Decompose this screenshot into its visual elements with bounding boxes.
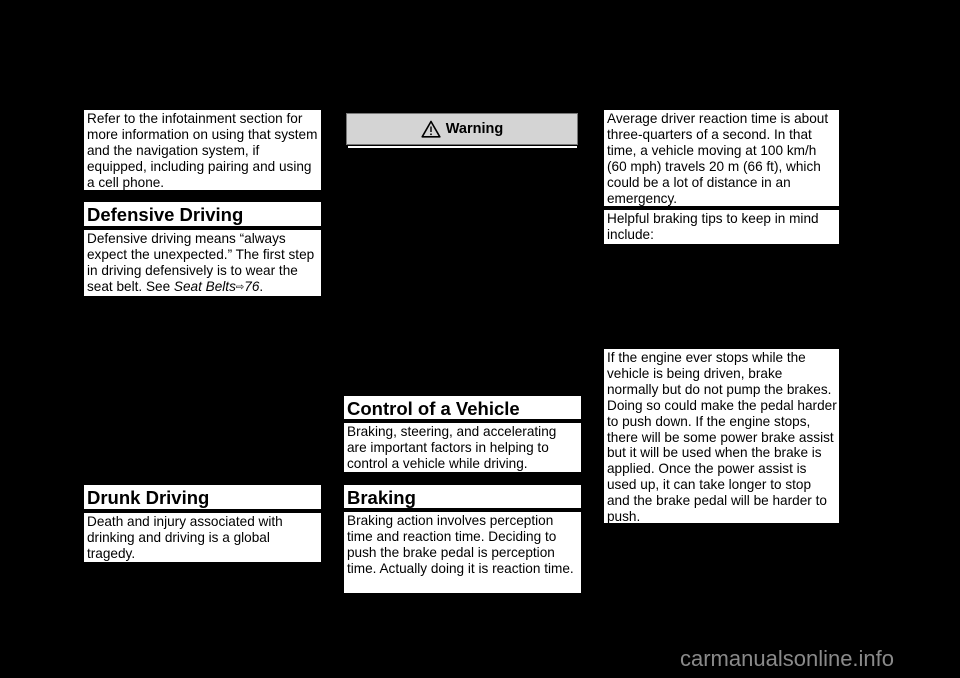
control-of-vehicle-text: Braking, steering, and accelerating are important factors in helping to control a vehicle while driving. — [347, 424, 557, 471]
braking-title: Braking — [347, 487, 416, 508]
defensive-text: Defensive driving means “always expect the unexpected.” The first step in driving defensively is to wear the seat belt. See — [87, 231, 315, 294]
warning-divider — [348, 146, 577, 148]
drunk-driving-text: Death and injury associated with drinking and driving is a global tragedy. — [87, 514, 283, 561]
control-of-vehicle-heading — [344, 396, 581, 419]
page-ref-arrow-icon: ⇨ — [235, 281, 245, 293]
infotainment-text: Refer to the infotainment section for more information on using that system and the navigation system, if equipped, including pairing and using a cell phone. — [87, 111, 318, 190]
defensive-driving-title: Defensive Driving — [87, 204, 244, 225]
reaction-time-text: Average driver reaction time is about three-quarters of a second. In that time, a vehicle moving at 100 km/h (60 mph) travels 20 m (66 ft), which could be a lot of distance in an emergency. — [607, 111, 829, 206]
control-of-vehicle-paragraph — [344, 423, 581, 472]
braking-text: Braking action involves perception time and reaction time. Deciding to push the brake pedal is perception time. Actually doing it is reaction time. — [347, 513, 574, 576]
braking-tips-paragraph — [604, 210, 839, 244]
drunk-driving-paragraph — [84, 513, 321, 562]
watermark: carmanualsonline.info — [680, 646, 895, 671]
infotainment-paragraph — [84, 110, 321, 190]
drunk-driving-title: Drunk Driving — [87, 487, 210, 508]
drunk-driving-heading — [84, 485, 321, 509]
period: . — [259, 278, 264, 294]
braking-heading — [344, 485, 581, 508]
engine-stops-text: If the engine ever stops while the vehicle is being driven, brake normally but do not pump the brakes. Doing so could make the pedal harder to push down. If the engine stops, there will be some power brake assist but it will be used when the brake is applied. Once the power assist is used up, it can take longer to stop and the brake pedal will be harder to push. — [607, 350, 837, 525]
warning-banner — [346, 113, 578, 145]
warning-triangle-icon — [421, 120, 441, 138]
braking-paragraph — [344, 512, 581, 593]
engine-stops-paragraph — [604, 349, 839, 523]
braking-tips-text: Helpful braking tips to keep in mind include: — [607, 211, 819, 242]
defensive-driving-paragraph — [84, 230, 321, 296]
control-of-vehicle-title: Control of a Vehicle — [347, 398, 520, 419]
reaction-time-paragraph — [604, 110, 839, 206]
defensive-driving-heading — [84, 202, 321, 226]
warning-label: Warning — [445, 121, 504, 137]
seat-belts-page-number[interactable]: 76 — [244, 278, 260, 294]
seat-belts-link[interactable]: Seat Belts — [173, 278, 236, 294]
